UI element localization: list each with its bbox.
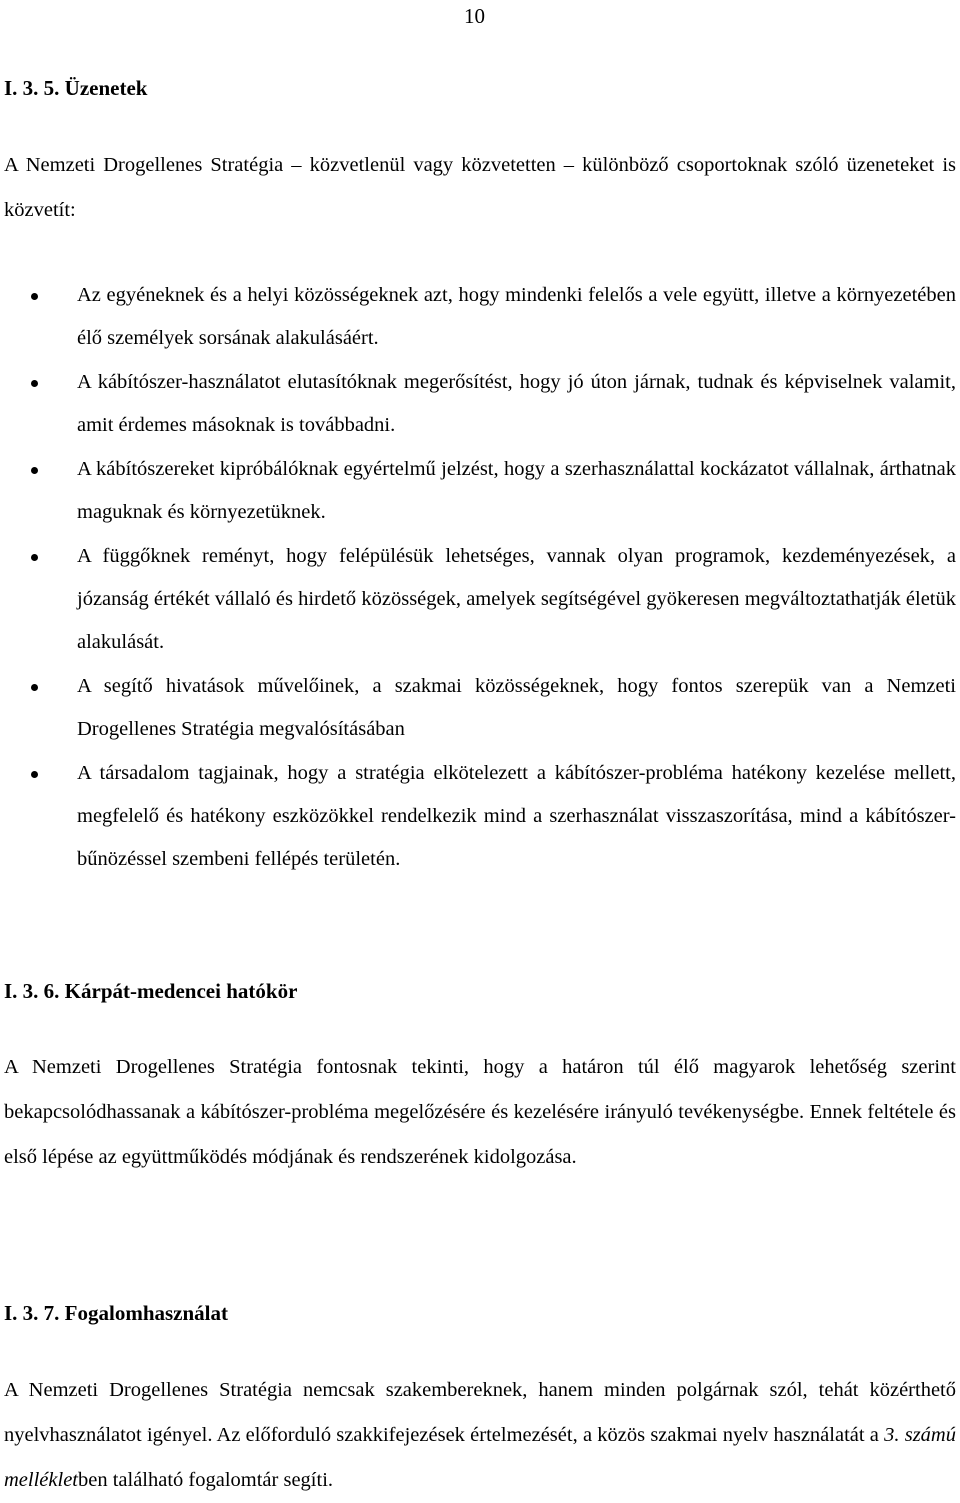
list-item [0, 665, 956, 751]
list-item-text: A függőknek reményt, hogy felépülésük lehetséges, vannak olyan programok, kezdeményezések, a józanság értékét vállaló és hirdető közösségek, amelyek segítségével gyökeresen megváltoztathatják életük alakulását. [77, 545, 956, 653]
bullet-icon [31, 467, 38, 474]
bullet-icon [31, 684, 38, 691]
section-heading-uzenetek: I. 3. 5. Üzenetek [4, 76, 148, 100]
list-item [0, 535, 956, 664]
list-item [0, 274, 956, 360]
list-item [0, 752, 956, 881]
paragraph-text-start: A Nemzeti Drogellenes Stratégia nemcsak szakembereknek, hanem minden polgárnak szól, tehát közérthető nyelvhasználatot igényel. Az előforduló szakkifejezések értelmezését, a közös szakmai nyelv használatát a [4, 1379, 956, 1446]
annex-reference: 3. számú melléklet [4, 1424, 956, 1491]
paragraph-text-end: ben található fogalomtár segíti. [77, 1469, 334, 1491]
karpat-medencei-paragraph: A Nemzeti Drogellenes Stratégia fontosnak tekinti, hogy a határon túl élő magyarok lehetőség szerint bekapcsolódhassanak a kábítószer-probléma megelőzésére és kezelésére irányuló tevékenységbe. Ennek feltétele és első lépése az együttműködés módjának és rendszerének kidolgozása. [4, 1056, 956, 1168]
list-item-text: A kábítószereket kipróbálóknak egyértelmű jelzést, hogy a szerhasználattal kockázatot vállalnak, árthatnak maguknak és környezetüknek. [77, 458, 956, 523]
list-item-text: A segítő hivatások művelőinek, a szakmai közösségeknek, hogy fontos szerepük van a Nemzeti Drogellenes Stratégia megvalósításában [77, 675, 956, 740]
section-heading-karpat-medencei-hatokor: I. 3. 6. Kárpát-medencei hatókör [4, 979, 298, 1003]
page-number: 10 [464, 4, 485, 28]
list-item-text: A társadalom tagjainak, hogy a stratégia elkötelezett a kábítószer-probléma hatékony kezelése mellett, megfelelő és hatékony eszközökkel rendelkezik mind a szerhasználat visszaszorítása, mind a kábítószer-bűnözéssel szembeni fellépés területén. [77, 762, 956, 870]
bullet-icon [31, 771, 38, 778]
list-item-text: Az egyéneknek és a helyi közösségeknek azt, hogy mindenki felelős a vele együtt, illetve a környezetében élő személyek sorsának alakulásáért. [77, 284, 956, 349]
section-intro-paragraph: A Nemzeti Drogellenes Stratégia ‒ közvetlenül vagy közvetetten ‒ különböző csoportoknak szóló üzeneteket is közvetít: [4, 154, 956, 221]
list-item-text: A kábítószer-használatot elutasítóknak megerősítést, hogy jó úton járnak, tudnak és képviselnek valamit, amit érdemes másoknak is továbbadni. [77, 371, 956, 436]
message-bullet-list [0, 274, 956, 881]
fogalomhasznalat-paragraph [4, 1368, 956, 1503]
bullet-icon [31, 554, 38, 561]
section-heading-fogalomhasznalat: I. 3. 7. Fogalomhasználat [4, 1301, 229, 1325]
bullet-icon [31, 380, 38, 387]
list-item [0, 361, 956, 447]
list-item [0, 448, 956, 534]
bullet-icon [31, 293, 38, 300]
